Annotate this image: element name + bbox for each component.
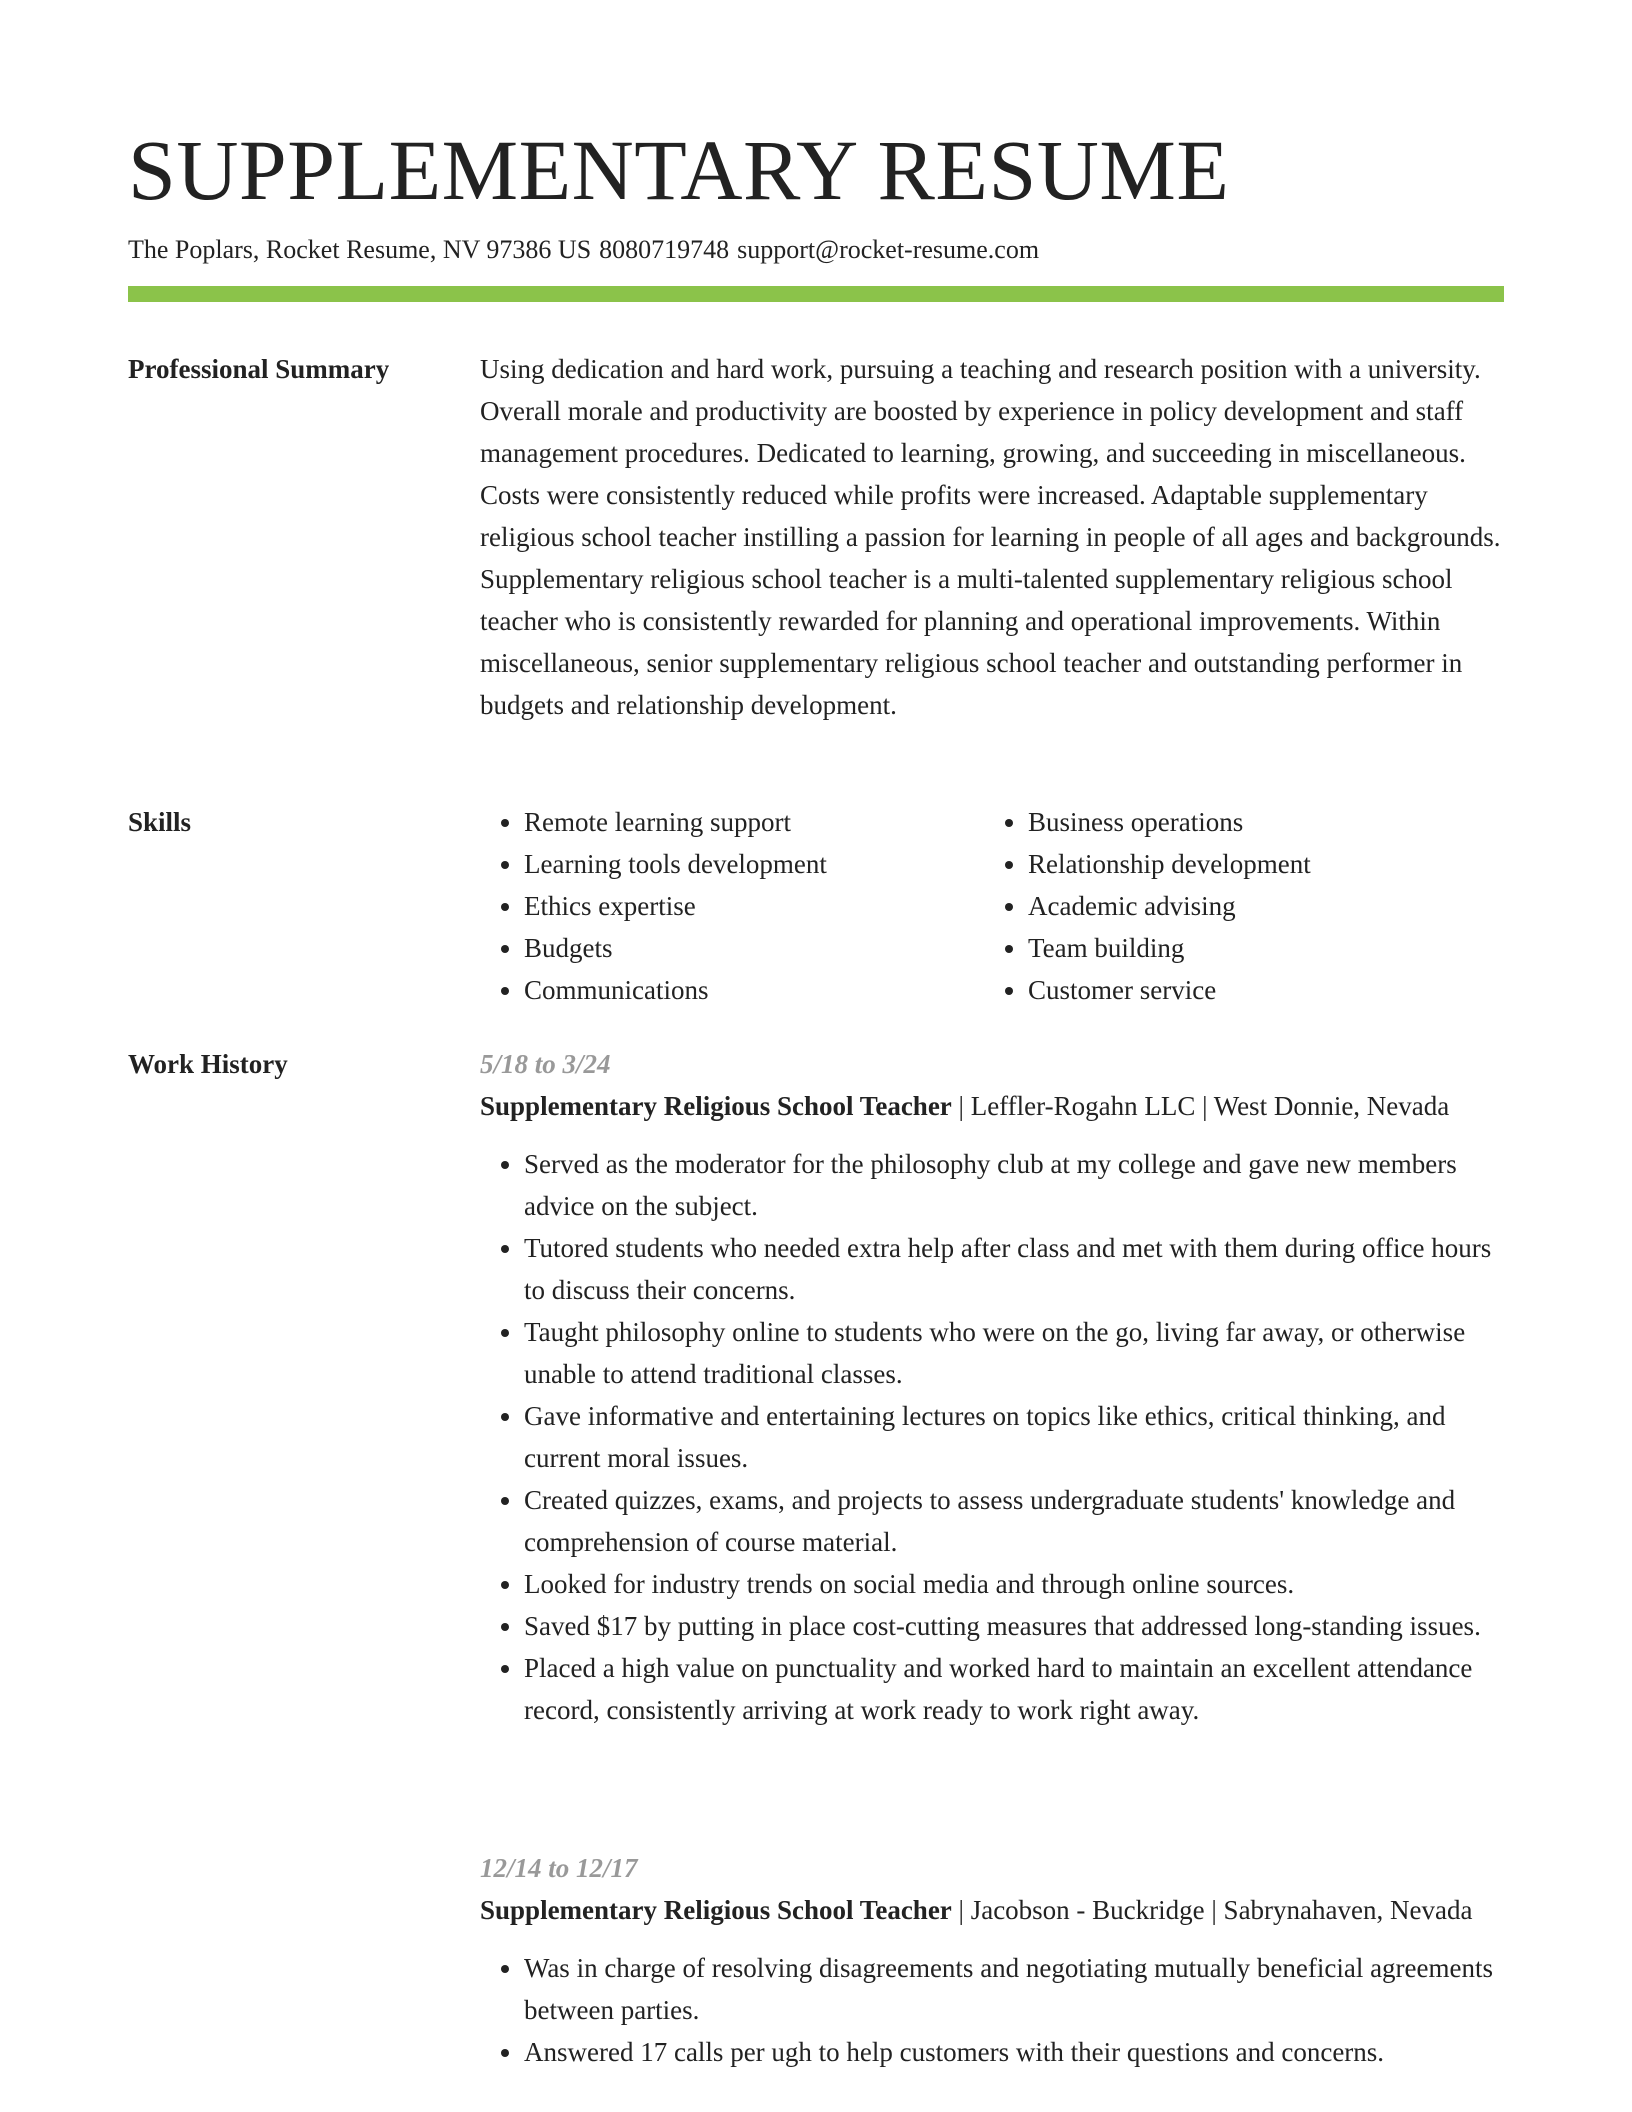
skill-item: • Communications <box>524 969 984 1011</box>
skills-column-left <box>480 801 984 1011</box>
skill-item: • Ethics expertise <box>524 885 984 927</box>
job-title-line <box>480 1085 1504 1127</box>
job-bullet: • Answered 17 calls per ugh to help customers with their questions and concerns. <box>524 2031 1504 2073</box>
job-date: 5/18 to 3/24 <box>480 1049 611 1079</box>
job-bullet: • Was in charge of resolving disagreements and negotiating mutually beneficial agreements between parties. <box>524 1947 1504 2031</box>
resume-name: SUPPLEMENTARY RESUME <box>128 122 1230 218</box>
skill-item: • Learning tools development <box>524 843 984 885</box>
job-details: | Leffler-Rogahn LLC | West Donnie, Nevada <box>951 1091 1450 1121</box>
work-history-heading: Work History <box>128 1049 288 1079</box>
job-bullets <box>480 1947 1504 2073</box>
skill-item: • Customer service <box>1028 969 1488 1011</box>
header-divider <box>128 286 1504 302</box>
skill-item: • Team building <box>1028 927 1488 969</box>
job-details: | Jacobson - Buckridge | Sabrynahaven, Nevada <box>951 1895 1473 1925</box>
skill-item: • Academic advising <box>1028 885 1488 927</box>
summary-text: Using dedication and hard work, pursuing a teaching and research position with a university. Overall morale and productivity are boosted by experience in policy development and staff management procedures. Dedicated to learning, growing, and succeeding in miscellaneous. Costs were consistently reduced while profits were increased. Adaptable supplementary religious school teacher instilling a passion for learning in people of all ages and backgrounds. Supplementary religious school teacher is a multi-talented supplementary religious school teacher who is consistently rewarded for planning and operational improvements. Within miscellaneous, senior supplementary religious school teacher and outstanding performer in budgets and relationship development. <box>480 354 1501 720</box>
skill-item: • Remote learning support <box>524 801 984 843</box>
job-entry <box>480 1847 1504 2073</box>
job-bullet: • Taught philosophy online to students who were on the go, living far away, or otherwise unable to attend traditional classes. <box>524 1311 1504 1395</box>
job-bullet: • Tutored students who needed extra help after class and met with them during office hours to discuss their concerns. <box>524 1227 1504 1311</box>
skills-grid <box>480 801 1504 1011</box>
summary-heading: Professional Summary <box>128 354 390 384</box>
job-bullet: • Saved $17 by putting in place cost-cutting measures that addressed long-standing issues. <box>524 1605 1504 1647</box>
contact-line <box>128 232 1039 268</box>
skill-item: • Relationship development <box>1028 843 1488 885</box>
job-bullet: • Created quizzes, exams, and projects to assess undergraduate students' knowledge and comprehension of course material. <box>524 1479 1504 1563</box>
summary-section <box>480 348 1504 726</box>
job-title-line <box>480 1889 1504 1931</box>
job-bullet: • Served as the moderator for the philosophy club at my college and gave new members advice on the subject. <box>524 1143 1504 1227</box>
job-bullets <box>480 1143 1504 1731</box>
skill-item: • Budgets <box>524 927 984 969</box>
contact-phone: 8080719748 <box>599 235 730 264</box>
skill-item: • Business operations <box>1028 801 1488 843</box>
job-entry <box>480 1043 1504 1731</box>
job-bullet: • Looked for industry trends on social media and through online sources. <box>524 1563 1504 1605</box>
skills-section <box>480 801 1504 1011</box>
contact-address: The Poplars, Rocket Resume, NV 97386 US <box>128 235 592 264</box>
job-title: Supplementary Religious School Teacher <box>480 1895 952 1925</box>
job-bullet: • Gave informative and entertaining lectures on topics like ethics, critical thinking, and current moral issues. <box>524 1395 1504 1479</box>
skills-heading: Skills <box>128 807 192 837</box>
skills-column-right <box>984 801 1488 1011</box>
job-bullet: • Placed a high value on punctuality and worked hard to maintain an excellent attendance record, consistently arriving at work ready to work right away. <box>524 1647 1504 1731</box>
job-date: 12/14 to 12/17 <box>480 1853 638 1883</box>
contact-email: support@rocket-resume.com <box>737 235 1040 264</box>
job-title: Supplementary Religious School Teacher <box>480 1091 952 1121</box>
